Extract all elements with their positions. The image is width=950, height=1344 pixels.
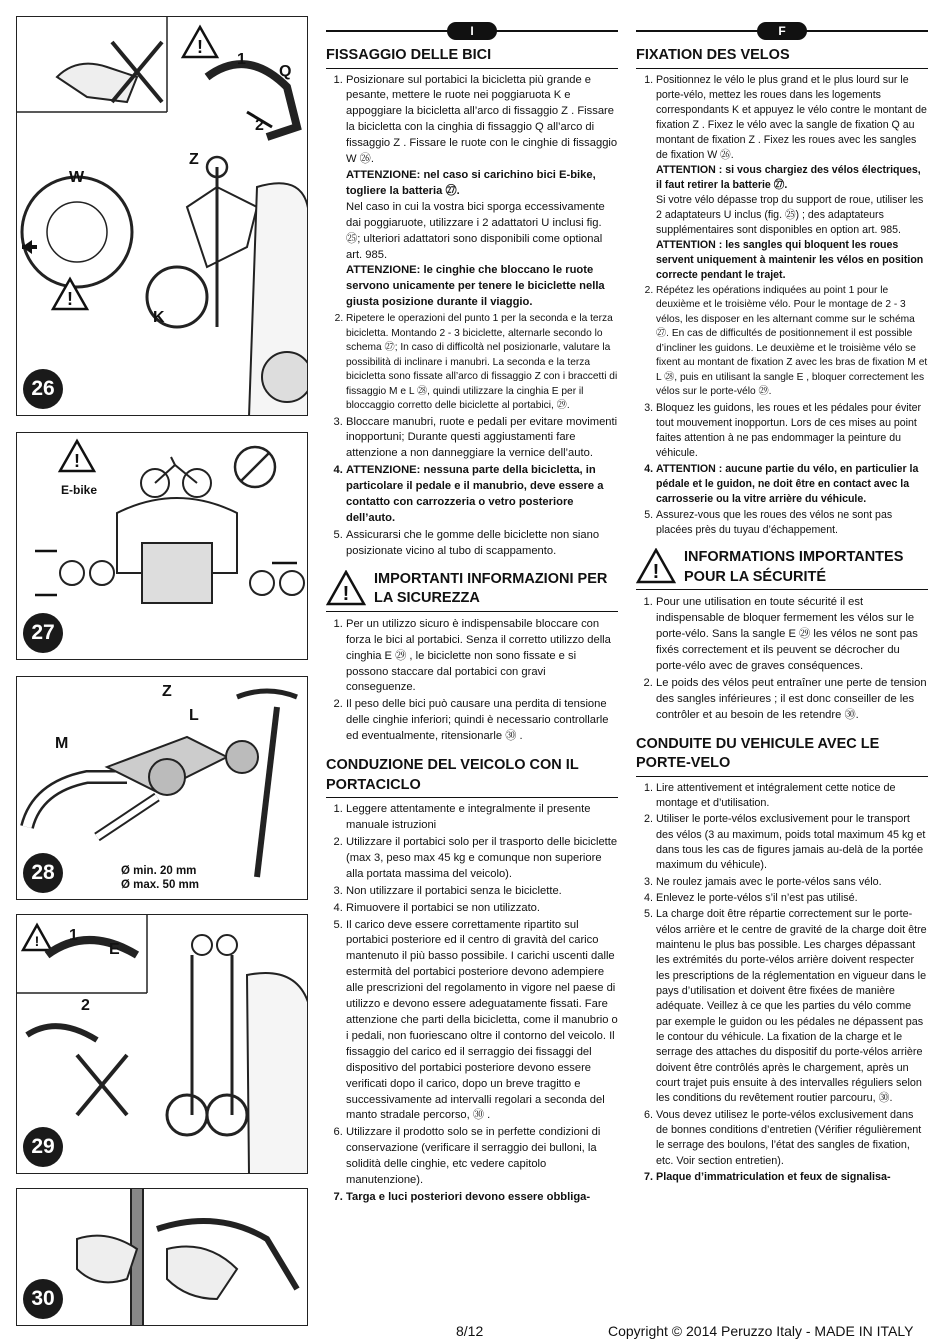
figure-number: 26 xyxy=(23,369,63,409)
label-1: 1 xyxy=(69,927,78,944)
list-item: 2. Ripetere le operazioni del punto 1 per la seconda e la terza bicicletta. Montando 2 - 3 biciclette, alternarle secondo lo schema ㉗; In caso di difficoltà nel posizionarle, valutare la possibilità di inclinare i manubri. La seconda e la terza bicicletta sono fissate all’arco di fissaggio Z con i braccetti di fissaggio M e L ㉘, quindi utilizzare la cinghia E per il bloccaggio corretto delle biciclette al portabici, ㉙. xyxy=(346,312,618,413)
section-title: INFORMATIONS IMPORTANTES POUR LA SÉCURITÉ xyxy=(684,549,904,585)
column-italian xyxy=(326,22,618,1207)
language-bar xyxy=(636,22,928,40)
list-item: 5. Assurez-vous que les roues des vélos ne sont pas placées près du tuyau d’échappement. xyxy=(656,508,928,538)
safety-header xyxy=(326,570,618,612)
label-w: W xyxy=(69,169,85,186)
list-item: 1. Per un utilizzo sicuro è indispensabile bloccare con forza le bici al portabici. Senza il corretto utilizzo della cinghia E ㉙ , le biciclette non sono fissate e si possono staccare dal portabici con gravi conseguenze. xyxy=(346,617,618,697)
safety-header xyxy=(636,548,928,590)
list-item: 6. Utilizzare il prodotto solo se in perfette condizioni di conservazione (verificare il serraggio dei bulloni, la solidità delle cinghie, etc vedere capitolo manutenzione). xyxy=(346,1125,618,1189)
list-item: 1. Positionnez le vélo le plus grand et le plus lourd sur le porte-vélo, mettez les roues dans les logements correspondants K et appuyez le vélo contre le montant de fixation Z . Fixez le vélo avec la sangle de fixation Q au montant de fixation Z . Fixez les roues avec les sangles de fixation W ㉖. ATTENTION : si vous chargiez des vélos électriques, il faut retirer la batterie ㉗. Si votre vélo dépasse trop du support de roue, utiliser les 2 adaptateurs U inclus (fig. ㉕) ; des adaptateurs supplémentaires sont disponibles en option art. 985. ATTENTION : les sangles qui bloquent les roues servent uniquement à maintenir les vélos en position correcte pendant le trajet. xyxy=(656,73,928,283)
list-item: 4. ATTENTION : aucune partie du vélo, en particulier la pédale et le guidon, ne doit être en contact avec la carrosserie ou la vitre arrière du véhicule. xyxy=(656,462,928,507)
svg-text:!: ! xyxy=(342,582,350,605)
list-item: 1. Leggere attentamente e integralmente il presente manuale istruzioni xyxy=(346,802,618,834)
list-item: 3. Ne roulez jamais avec le porte-vélos sans vélo. xyxy=(656,875,928,890)
list-item: 4. ATTENZIONE: nessuna parte della bicicletta, in particolare il pedale e il manubrio, deve essere a contatto con carrozzeria o vetro posteriore dell’auto. xyxy=(346,463,618,527)
warning-icon xyxy=(326,570,366,606)
list-item: 6. Vous devez utilisez le porte-vélos exclusivement dans de bonnes conditions d’entretien (Vérifier régulièrement le serrage des boulons, l’état des sangles de fixation, etc. Voir section entretien). xyxy=(656,1108,928,1169)
label-1: 1 xyxy=(237,51,246,68)
label-z: Z xyxy=(162,683,172,700)
list-item: 5. La charge doit être répartie correctement sur le porte-vélos arrière et le centre de gravité de la charge doit être maintenu le plus bas possible. Les charges dépassant les extrémités du porte-vélos arrière doivent respecter les prescriptions de la réglementation en vigueur dans le pays d’utilisation et doivent être fixées de manière adéquate. Veillez à ce que les parties du vélo comme par exemple le guidon ou les pédales ne dépassent pas le contour du véhicule. La fixation de la charge et le serrage des attaches du dispositif du porte-vélos arrière doivent être contrôlés après le chargement, après un court trajet puis ensuite à des intervalles réguliers selon les conditions du revêtement routier parcouru, ㉚. xyxy=(656,907,928,1106)
figure-number: 30 xyxy=(23,1279,63,1319)
label-l: L xyxy=(189,707,199,724)
list-item: 3. Bloquez les guidons, les roues et les pédales pour éviter tout mouvement inopportun. Lors de ces mises au point faites attention à ne pas endommager la peinture du véhicule. xyxy=(656,401,928,461)
label-k: K xyxy=(153,309,165,326)
figure-29 xyxy=(16,914,308,1174)
list-item: 1. Pour une utilisation en toute sécurité il est indispensable de bloquer fermement les vélos sur le porte-vélo. Sans la sangle E ㉙ les vélos ne sont pas fixés correctement et ils peuvent se décrocher du porte-vélo avec de graves conséquences. xyxy=(656,595,928,675)
min-diameter: Ø min. 20 mm xyxy=(121,865,197,877)
copyright: Copyright © 2014 Peruzzo Italy - MADE IN ITALY xyxy=(608,1323,914,1339)
list-item: 3. Non utilizzare il portabici senza le biciclette. xyxy=(346,884,618,900)
list-item: 1. Posizionare sul portabici la bicicletta più grande e pesante, mettere le ruote nei poggiaruota K e appoggiare la bicicletta all’arco di fissaggio Z . Fissare la bicicletta con la cinghia di fissaggio Q all’arco di fissaggio Z . Fissare le ruote con le cinghie di fissaggio W ㉖. ATTENZIONE: nel caso si carichino bici E-bike, togliere la batteria ㉗. Nel caso in cui la vostra bici sporga eccessivamente dai poggiaruote, utilizzare i 2 adattatori U inclusi fig. ㉕; ulteriori adattatori sono disponibili come optional art. 985. ATTENZIONE: le cinghie che bloccano le ruote servono unicamente per tenere le biciclette nella giusta posizione durante il viaggio. xyxy=(346,73,618,312)
list-item: 4. Enlevez le porte-vélos s’il n’est pas utilisé. xyxy=(656,891,928,906)
language-badge-it: I xyxy=(447,22,497,40)
list-item: 7. Targa e luci posteriori devono essere obbliga- xyxy=(346,1190,618,1206)
section-title: FISSAGGIO DELLE BICI xyxy=(326,46,618,69)
page-number: 8/12 xyxy=(456,1323,484,1339)
list-item: 2. Utilizzare il portabici solo per il trasporto delle biciclette (max 3, peso max 45 kg e comunque non superiore alla portata massima del veicolo). xyxy=(346,835,618,883)
figure-number: 27 xyxy=(23,613,63,653)
figure-29-illustration xyxy=(17,915,308,1174)
figure-number: 28 xyxy=(23,853,63,893)
svg-text:!: ! xyxy=(197,37,203,57)
max-diameter: Ø max. 50 mm xyxy=(121,879,199,891)
section-title: IMPORTANTI INFORMAZIONI PER LA SICUREZZA xyxy=(374,570,608,607)
label-e: E xyxy=(109,941,120,958)
figure-27 xyxy=(16,432,308,660)
figure-number: 29 xyxy=(23,1127,63,1167)
label-2: 2 xyxy=(255,117,264,134)
label-2: 2 xyxy=(81,997,90,1014)
ebike-label: E-bike xyxy=(61,483,98,497)
list-item: 2. Utiliser le porte-vélos exclusivement pour le transport des vélos (3 au maximum, poids total maximum 45 kg et dans tous les cas de figures jamais au-delà de la portée maximum du véhicule). xyxy=(656,812,928,873)
svg-text:!: ! xyxy=(34,933,40,949)
warning-icon xyxy=(636,548,676,584)
language-badge-fr: F xyxy=(757,22,807,40)
svg-text:!: ! xyxy=(652,561,660,584)
list-item: 2. Répétez les opérations indiquées au point 1 pour le deuxième et le troisième vélo. Pour le montage de 2 - 3 vélos, les disposer en les alternant comme sur le schéma ㉗. En cas de difficultés de positionnement il est possible d’incliner les guidons. Le deuxième et le troisième vélo se fixent au montant de fixation Z avec les bras de fixation M et L ㉘, puis en utilisant la sangle E , bloquer correctement les vélos sur le porte-vélo ㉙. xyxy=(656,284,928,400)
section-title: CONDUZIONE DEL VEICOLO CON IL PORTACICLO xyxy=(326,756,618,798)
figure-30 xyxy=(16,1188,308,1326)
list-item: 4. Rimuovere il portabici se non utilizzato. xyxy=(346,901,618,917)
list-item: 1. Lire attentivement et intégralement cette notice de montage et d’utilisation. xyxy=(656,781,928,812)
figure-26-illustration xyxy=(17,17,308,416)
label-m: M xyxy=(55,735,69,752)
list-item: 5. Assicurarsi che le gomme delle biciclette non siano posizionate vicino al tubo di scappamento. xyxy=(346,528,618,560)
section-title: FIXATION DES VELOS xyxy=(636,46,928,69)
label-z: Z xyxy=(189,151,199,168)
column-french xyxy=(636,22,928,1186)
figure-26 xyxy=(16,16,308,416)
svg-text:!: ! xyxy=(74,451,80,471)
figure-28 xyxy=(16,676,308,900)
svg-text:!: ! xyxy=(67,289,73,309)
section-title: CONDUITE DU VEHICULE AVEC LE PORTE-VELO xyxy=(636,735,928,777)
list-item: 2. Il peso delle bici può causare una perdita di tensione delle cinghie inferiori; quindi è necessario controllarle ed eventualmente, ritensionarle ㉚ . xyxy=(346,697,618,745)
list-item: 5. Il carico deve essere correttamente ripartito sul portabici posteriore ed il centro di gravità del carico mantenuto il più basso possibile. I carichi uscenti dalle estermità del portabici posteriore devono adempiere alle prescrizioni del regolamento in vigore nel paese di utilizzo e devono essere adeguatamente fissati. Fare attenzione che parti della bicicletta, come il manubrio o i pedali, non fuoriescano oltre il contorno del veicolo. Il fissaggio del carico ed il serraggio dei fissaggi del dispositivo del portabici posteriore devono essere verificati dopo il carico, dopo un breve tragitto e successivamente ad intervalli regolari a seconda del manto stradale percorso, ㉚ . xyxy=(346,918,618,1125)
list-item: 2. Le poids des vélos peut entraîner une perte de tension des sangles inférieures ; il est donc conseiller de les contrôler et au besoin de les retendre ㉚. xyxy=(656,676,928,724)
label-q: Q xyxy=(279,63,292,80)
list-item: 3. Bloccare manubri, ruote e pedali per evitare movimenti inopportuni; Durante questi aggiustamenti fare attenzione a non danneggiare la vernice dell’auto. xyxy=(346,415,618,463)
list-item: 7. Plaque d’immatriculation et feux de signalisa- xyxy=(656,1170,928,1185)
language-bar xyxy=(326,22,618,40)
